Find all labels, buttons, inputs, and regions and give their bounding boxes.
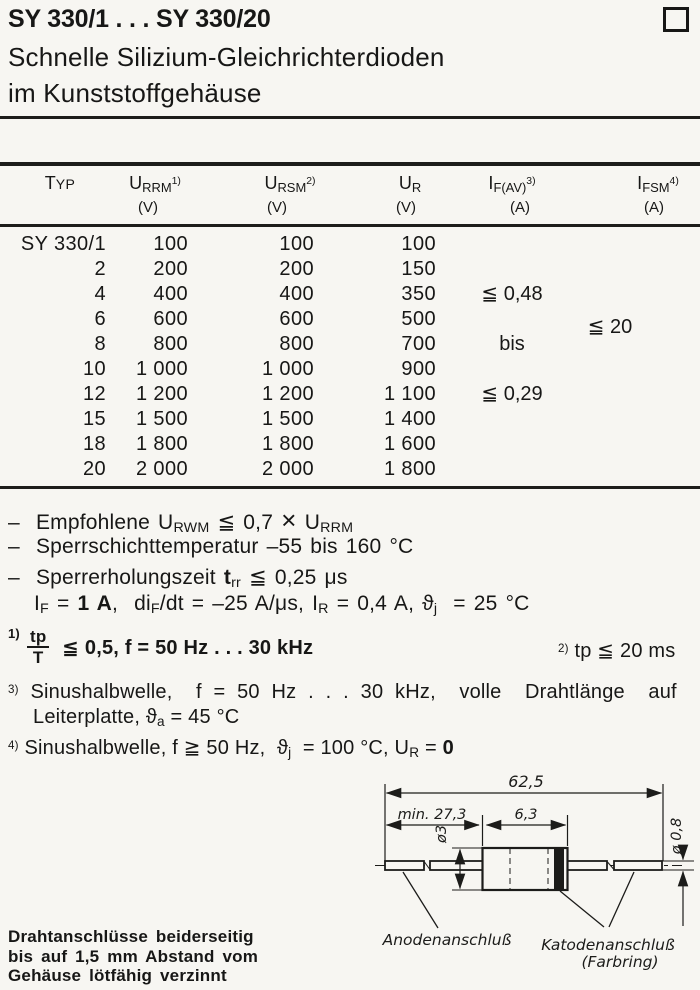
cell-typ: 15 <box>82 408 106 430</box>
footnote-3-line2: Leiterplatte, $ϑ_a = 45$ °C <box>33 706 240 729</box>
unit-ur: (V) <box>396 199 416 216</box>
cell-ursm: 1 800 <box>261 433 314 455</box>
cell-typ: 18 <box>82 433 106 455</box>
cell-ursm: 100 <box>279 233 314 255</box>
ifav-lower-limit: ≦ 0,29 <box>481 383 543 405</box>
anode-leader-line <box>403 872 438 928</box>
cell-ur: 900 <box>401 358 436 380</box>
cell-typ: 8 <box>94 333 106 355</box>
cathode-label: Katodenanschluß <box>541 936 675 954</box>
table-row <box>0 407 700 432</box>
cell-urrm: 200 <box>153 258 188 280</box>
cell-ursm: 1 200 <box>261 383 314 405</box>
footnote-1-marker: 1) <box>8 626 20 641</box>
cell-ursm: 1 500 <box>261 408 314 430</box>
note-recovery: – Sperrerholungszeit $t_{rr}$ ≦ 0,25 μs <box>8 566 348 592</box>
table-row <box>0 432 700 457</box>
package-outline-drawing <box>330 758 700 988</box>
column-header-ursm: $U_{RSM}^{2)}$ <box>264 173 316 195</box>
cell-typ: SY 330/1 <box>20 233 106 255</box>
page-title: SY 330/1 . . . SY 330/20 <box>8 5 271 33</box>
cell-typ: 20 <box>82 458 106 480</box>
dim-lead-length-min: min. 27,3 <box>397 807 467 823</box>
cell-urrm: 600 <box>153 308 188 330</box>
cell-ursm: 400 <box>279 283 314 305</box>
dim-lead-diameter: ø 0,8 <box>669 817 685 855</box>
lead-right-inner <box>568 861 608 870</box>
cell-ursm: 800 <box>279 333 314 355</box>
dim-body-length: 6,3 <box>514 807 538 823</box>
lead-right-outer <box>614 861 662 870</box>
cell-urrm: 800 <box>153 333 188 355</box>
cathode-label-farbring: (Farbring) <box>581 953 659 971</box>
corner-square-icon <box>663 7 689 32</box>
dim-overall-length: 62,5 <box>508 772 544 791</box>
cell-ur: 1 600 <box>383 433 436 455</box>
cell-ur: 1 100 <box>383 383 436 405</box>
unit-ifsm: (A) <box>644 199 664 216</box>
table-row <box>0 282 700 307</box>
solderability-note-line3: Gehäuse lötfähig verzinnt <box>8 966 227 985</box>
cell-urrm: 1 200 <box>135 383 188 405</box>
anode-label: Anodenanschluß <box>382 931 512 949</box>
cell-ur: 100 <box>401 233 436 255</box>
note-temperature: – Sperrschichttemperatur –55 bis 160 °C <box>8 535 414 558</box>
note-urwm: – Empfohlene $U_{RWM}$ ≦ $0,7 \times U_{RRM}$ <box>8 505 354 537</box>
column-header-ifsm: $I_{FSM}^{4)}$ <box>637 173 679 195</box>
column-header-urrm: $U_{RRM}^{1)}$ <box>129 173 181 195</box>
dim-body-diameter: ø3 <box>434 824 450 844</box>
cell-urrm: 1 800 <box>135 433 188 455</box>
unit-urrm: (V) <box>138 199 158 216</box>
cell-ursm: 600 <box>279 308 314 330</box>
column-header-ur: $U_R$ <box>398 173 422 195</box>
column-header-ifav: $I_{F(AV)}^{3)}$ <box>488 173 536 195</box>
footnote-4: $^{4)}$ Sinushalbwelle, f ≧ 50 Hz, $ϑ_j = 100$ °C, $U_R = 0$ <box>8 737 454 760</box>
page-subtitle <box>8 39 445 111</box>
cell-ur: 500 <box>401 308 436 330</box>
footnote-2: $^{2)}$ tp ≦ 20 ms <box>558 640 676 662</box>
cell-ursm: 200 <box>279 258 314 280</box>
cell-typ: 6 <box>94 308 106 330</box>
footnote-1 <box>8 624 313 670</box>
ifav-bis: bis <box>499 333 525 355</box>
fraction-tp-over-T <box>27 627 49 667</box>
table-top-border <box>0 162 700 166</box>
solderability-note-line1: Drahtanschlüsse beiderseitig <box>8 927 254 946</box>
ifsm-limit: ≦ 20 <box>587 316 633 338</box>
lead-left-outer <box>385 861 424 870</box>
cathode-lead-leader-line <box>609 872 634 927</box>
subtitle-line1: Schnelle Silizium-Gleichrichterdioden <box>8 42 445 72</box>
table-row <box>0 382 700 407</box>
column-header-typ: TYP <box>44 173 76 193</box>
cell-ursm: 1 000 <box>261 358 314 380</box>
footnote-3-line1: $^{3)}$ Sinushalbwelle, f = 50 Hz . . . 30 kHz, volle Drahtlänge auf <box>8 681 677 703</box>
footnote-1-text: ≦ 0,5, f = 50 Hz . . . 30 kHz <box>56 636 314 659</box>
cathode-band-leader-line <box>560 891 604 927</box>
unit-ursm: (V) <box>267 199 287 216</box>
cell-typ: 2 <box>94 258 106 280</box>
cell-ur: 150 <box>401 258 436 280</box>
lead-break-mark-left <box>425 862 430 869</box>
cell-ursm: 2 000 <box>261 458 314 480</box>
cell-urrm: 2 000 <box>135 458 188 480</box>
table-row <box>0 457 700 482</box>
cell-urrm: 100 <box>153 233 188 255</box>
cell-typ: 10 <box>82 358 106 380</box>
solderability-note-line2: bis auf 1,5 mm Abstand vom <box>8 946 259 966</box>
cell-ur: 1 400 <box>383 408 436 430</box>
header-divider <box>0 116 700 119</box>
solderability-note <box>8 927 258 986</box>
ifav-upper-limit: ≦ 0,48 <box>481 283 543 305</box>
table-row <box>0 357 700 382</box>
lead-left-inner <box>430 861 483 870</box>
cell-urrm: 1 500 <box>135 408 188 430</box>
table-row <box>0 257 700 282</box>
cell-ur: 1 800 <box>383 458 436 480</box>
subtitle-line2: im Kunststoffgehäuse <box>8 78 262 108</box>
cell-urrm: 400 <box>153 283 188 305</box>
cell-typ: 4 <box>94 283 106 305</box>
table-row <box>0 232 700 257</box>
cell-urrm: 1 000 <box>135 358 188 380</box>
cell-ur: 350 <box>401 283 436 305</box>
fraction-numerator: tp <box>27 627 49 648</box>
cell-typ: 12 <box>82 383 106 405</box>
unit-ifav: (A) <box>510 199 530 216</box>
note-recovery-conditions: $I_F = 1$ A, $di_F/dt = -25$ A/μs, $I_R = 0,4$ A, $ϑ_j = 25$ °C <box>34 592 530 618</box>
table-bottom-border <box>0 486 700 489</box>
fraction-denominator: T <box>32 648 44 667</box>
cell-ur: 700 <box>401 333 436 355</box>
cathode-band <box>554 848 564 890</box>
table-header-divider <box>0 224 700 227</box>
